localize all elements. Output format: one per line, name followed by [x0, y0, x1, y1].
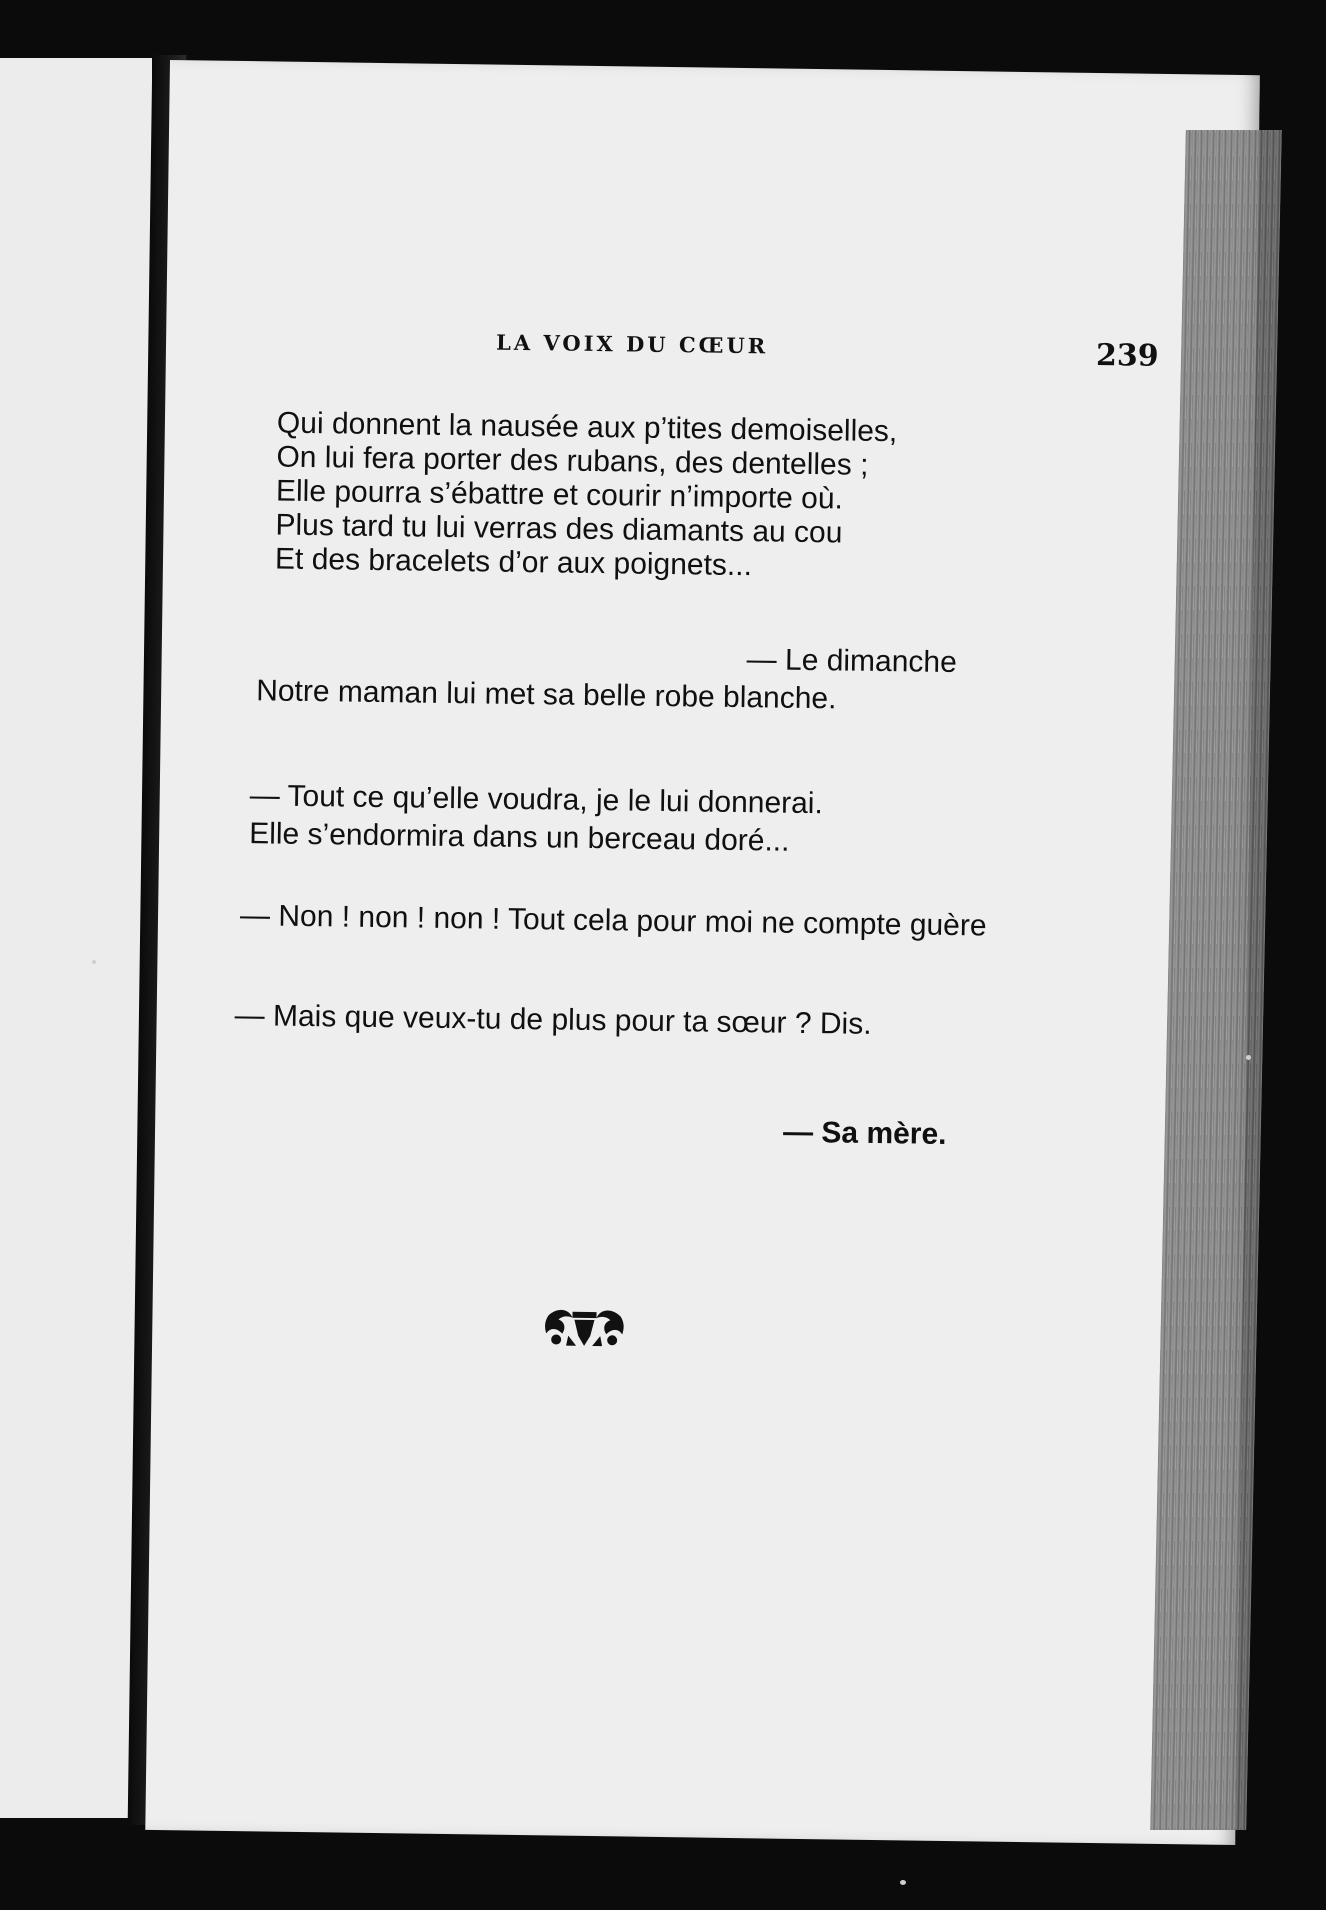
poem-line: Qui donnent la nausée aux p’tites demoiselles,	[276, 406, 898, 449]
poem-line-robe: Notre maman lui met sa belle robe blanche.	[255, 674, 837, 716]
poem-line: Plus tard tu lui verras des diamants au cou	[275, 508, 843, 550]
speck	[92, 960, 96, 964]
poem-stanza-1	[275, 407, 898, 586]
poem-stanza-2	[249, 779, 823, 863]
poem-line: Et des bracelets d’or aux poignets...	[274, 542, 753, 583]
page-number: 239	[1095, 337, 1159, 374]
running-head: LA VOIX DU CŒUR	[495, 329, 769, 359]
poem-line-mais: — Mais que veux-tu de plus pour ta sœur ? Dis.	[234, 998, 872, 1041]
poem-signature: — Sa mère.	[782, 1115, 947, 1151]
poem-line: On lui fera porter des rubans, des dentelles ;	[276, 440, 869, 482]
poem-line-non: — Non ! non ! non ! Tout cela pour moi ne compte guère	[239, 899, 987, 943]
poem-line: Elle s’endormira dans un berceau doré...	[248, 817, 790, 858]
book-page	[145, 60, 1260, 1845]
speck	[1246, 1055, 1251, 1060]
poem-line: — Tout ce qu’elle voudra, je le lui donnerai.	[249, 779, 824, 821]
fleuron-icon	[542, 1305, 627, 1355]
poem-line: Elle pourra s’ébattre et courir n’importe où.	[275, 474, 844, 516]
speck	[900, 1880, 906, 1885]
page-header	[495, 330, 1196, 400]
poem-line-dimanche: — Le dimanche	[746, 643, 958, 680]
previous-page-edge	[0, 58, 152, 1818]
